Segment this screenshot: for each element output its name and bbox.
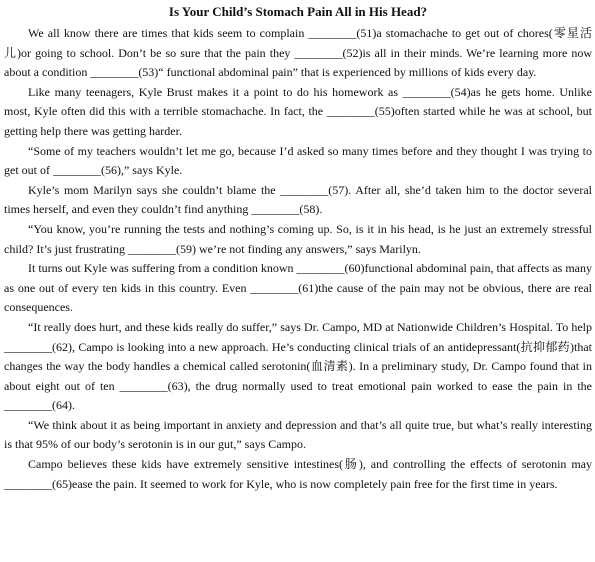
paragraph-8: “We think about it as being important in anxiety and depression and that’s all quite true, but what’s really interesting is that 95% of our body’s serotonin is in our gut,” says Campo. [4,417,592,452]
article-title: Is Your Child’s Stomach Pain All in His Head? [168,4,428,19]
paragraph-9: Campo believes these kids have extremely sensitive intestines(肠), and controlling the effects of serotonin may ________(65)ease the pain. It seemed to work for Kyle, who is now completely pain free for the first time in years. [4,457,592,491]
paragraph-7: “It really does hurt, and these kids really do suffer,” says Dr. Campo, MD at Nationwide Children’s Hospital. To help ________(62), Campo is looking into a new approach. He’s conducting clinical trials of an antidepressant(抗抑郁药)that changes the way the body handles a chemical called serotonin(血清素). In a preliminary study, Dr. Campo found that in about eight out of ten ________(63), the drug normally used to treat emotional pain worked to ease the pain in the ________(64). [4,319,592,413]
paragraph-4: Kyle’s mom Marilyn says she couldn’t blame the ________(57). After all, she’d taken him to the doctor several times herself, and even they couldn’t find anything ________(58). [4,182,592,217]
paragraph-5: “You know, you’re running the tests and nothing’s coming up. So, is it in his head, is he just an extremely stressful child? It’s just frustrating ________(59) we’re not finding any answers,” says Marilyn. [4,221,592,256]
paragraph-3: “Some of my teachers wouldn’t let me go, because I’d asked so many times before and they thought I was trying to get out of ________(56),” says Kyle. [4,143,592,178]
paragraph-1: We all know there are times that kids seem to complain ________(51)a stomachache to get out of chores(零星活儿)or going to school. Don’t be so sure that the pain they ________(52)is all in their minds. We’re learning more now about a condition ________(53)“ functional abdominal pain” that is experienced by millions of kids every day. [4,26,592,80]
paragraph-2: Like many teenagers, Kyle Brust makes it a point to do his homework as ________(54)as he gets home. Unlike most, Kyle often did this with a terrible stomachache. In fact, the ________(55)often started while he was at school, but getting help there was getting harder. [4,84,592,138]
paragraph-6: It turns out Kyle was suffering from a condition known ________(60)functional abdominal pain, that affects as many as one out of every ten kids in this country. Even ________(61)the cause of the pain may not be obvious, there are real consequences. [4,261,592,315]
